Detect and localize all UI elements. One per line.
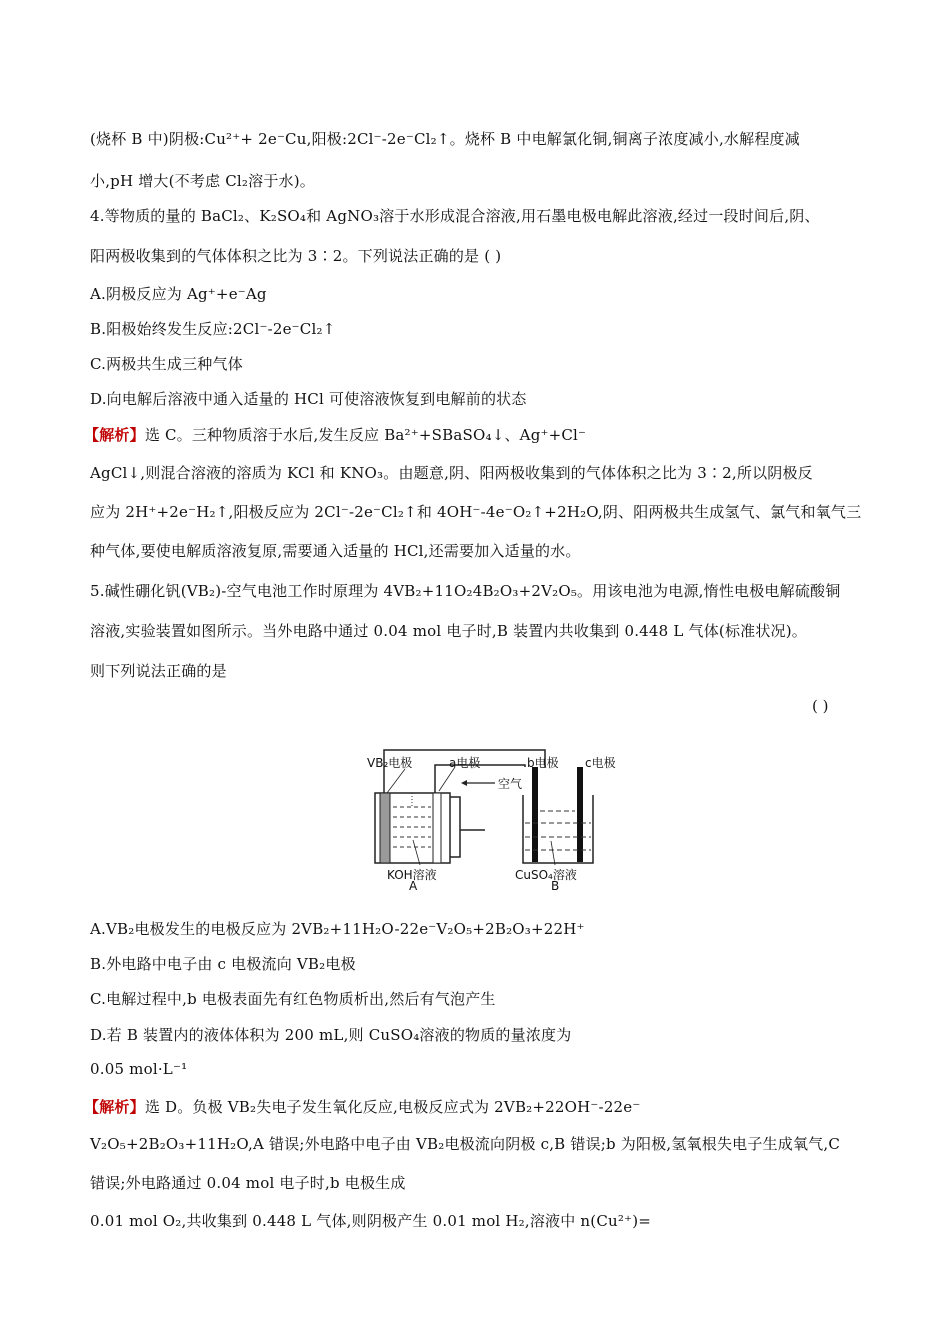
q5-option-d-line-1: D.若 B 装置内的液体体积为 200 mL,则 CuSO₄溶液的物质的量浓度为 (90, 1026, 572, 1044)
q5-analysis-tag: 【解析】 (84, 1098, 145, 1116)
b-electrode (532, 767, 538, 862)
q4-option-d: D.向电解后溶液中通入适量的 HCl 可使溶液恢复到电解前的状态 (90, 390, 527, 408)
q5-option-c: C.电解过程中,b 电极表面先有红色物质析出,然后有气泡产生 (90, 990, 496, 1008)
q4-stem-line-1: 4.等物质的量的 BaCl₂、K₂SO₄和 AgNO₃溶于水形成混合溶液,用石墨电极电解此溶液,经过一段时间后,阴、 (90, 207, 820, 225)
cuso4-label: CuSO₄溶液 (515, 868, 577, 882)
q4-analysis-line-3: 应为 2H⁺+2e⁻H₂↑,阳极反应为 2Cl⁻-2e⁻Cl₂↑和 4OH⁻-4e⁻O₂↑+2H₂O,阴、阳两极共生成氢气、氯气和氧气三 (90, 503, 862, 521)
q4-option-b: B.阳极始终发生反应:2Cl⁻-2e⁻Cl₂↑ (90, 320, 336, 338)
q5-stem-line-3: 则下列说法正确的是 (90, 662, 227, 680)
q4-analysis-line-1 (84, 424, 586, 445)
q5-analysis-line-3: 错误;外电路通过 0.04 mol 电子时,b 电极生成 (90, 1174, 406, 1192)
q5-analysis-line-2: V₂O₅+2B₂O₃+11H₂O,A 错误;外电路中电子由 VB₂电极流向阴极 c,B 错误;b 为阳极,氢氧根失电子生成氧气,C (90, 1135, 841, 1153)
q5-answer-paren: ( ) (812, 697, 829, 715)
electrolysis-apparatus-diagram (365, 745, 630, 890)
koh-solution (393, 793, 431, 847)
a-electrode (433, 793, 441, 863)
q5-option-a: A.VB₂电极发生的电极反应为 2VB₂+11H₂O-22e⁻V₂O₅+2B₂O₃+22H⁺ (90, 920, 585, 938)
q4-stem-line-2: 阳两极收集到的气体体积之比为 3∶2。下列说法正确的是 ( ) (90, 247, 502, 265)
prev-answer-line-2: 小,pH 增大(不考虑 Cl₂溶于水)。 (90, 172, 315, 190)
a-electrode-label: a电极 (449, 756, 481, 770)
vb2-electrode-label: VB₂电极 (367, 756, 413, 770)
b-electrode-label: b电极 (527, 756, 559, 770)
q5-option-d-line-2: 0.05 mol·L⁻¹ (90, 1060, 188, 1078)
q5-analysis-line-4: 0.01 mol O₂,共收集到 0.448 L 气体,则阴极产生 0.01 mol H₂,溶液中 n(Cu²⁺)= (90, 1212, 652, 1230)
air-label: 空气 (498, 777, 523, 791)
q5-analysis-line-1 (84, 1096, 641, 1117)
q5-stem-line-1: 5.碱性硼化钒(VB₂)-空气电池工作时原理为 4VB₂+11O₂4B₂O₃+2V₂O₅。用该电池为电源,惰性电极电解硫酸铜 (90, 582, 841, 600)
q4-option-a: A.阴极反应为 Ag⁺+e⁻Ag (90, 285, 267, 303)
q5-option-b: B.外电路中电子由 c 电极流向 VB₂电极 (90, 955, 356, 973)
koh-label: KOH溶液 (387, 868, 437, 882)
q4-analysis-line-4: 种气体,要使电解质溶液复原,需要通入适量的 HCl,还需要加入适量的水。 (90, 542, 581, 560)
prev-answer-line-1: (烧杯 B 中)阴极:Cu²⁺+ 2e⁻Cu,阳极:2Cl⁻-2e⁻Cl₂↑。烧杯 B 中电解氯化铜,铜离子浓度减小,水解程度减 (90, 130, 800, 148)
cell-b-label: B (551, 879, 560, 890)
q4-analysis-line-2: AgCl↓,则混合溶液的溶质为 KCl 和 KNO₃。由题意,阴、阳两极收集到的气体体积之比为 3∶2,所以阴极反 (90, 464, 813, 482)
q4-analysis-tag: 【解析】 (84, 426, 145, 444)
q5-stem-line-2: 溶液,实验装置如图所示。当外电路中通过 0.04 mol 电子时,B 装置内共收集到 0.448 L 气体(标准状况)。 (90, 622, 807, 640)
vb2-electrode (380, 793, 390, 863)
q4-analysis-text: 选 C。三种物质溶于水后,发生反应 Ba²⁺+SBaSO₄↓、Ag⁺+Cl⁻ (144, 426, 587, 444)
q4-option-c: C.两极共生成三种气体 (90, 355, 243, 373)
cell-a-label: A (409, 879, 418, 890)
q5-analysis-text: 选 D。负极 VB₂失电子发生氧化反应,电极反应式为 2VB₂+22OH⁻-22e⁻ (144, 1098, 641, 1116)
c-electrode-label: c电极 (585, 756, 616, 770)
c-electrode (577, 767, 583, 862)
